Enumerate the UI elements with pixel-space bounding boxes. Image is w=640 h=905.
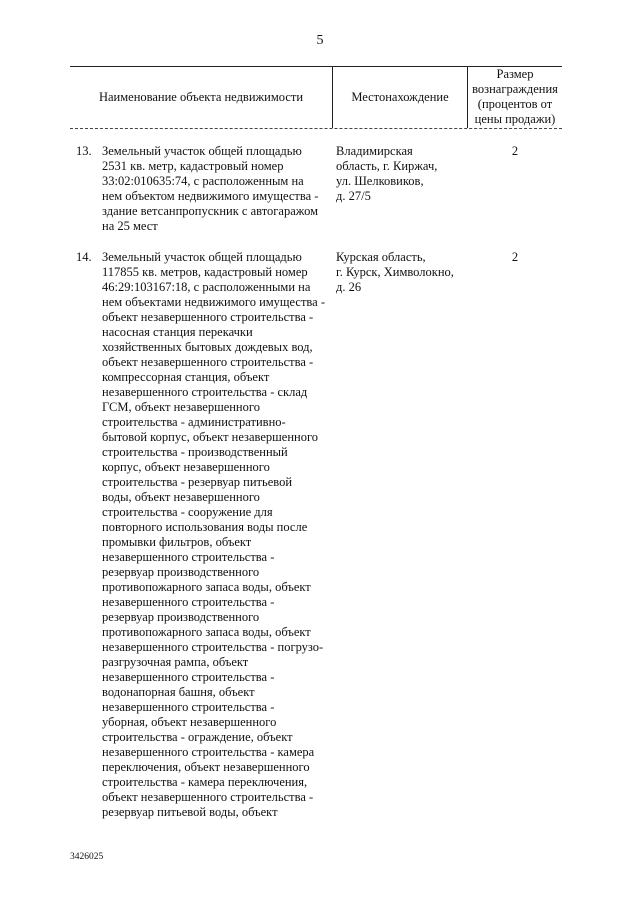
table-header-rule [70,128,562,129]
page-number: 5 [316,33,324,48]
document-code: 3426025 [70,852,104,862]
property-location: Курская область, г. Курск, Химволокно, д. 26 [336,250,454,294]
header-location: Местонахождение [351,89,449,104]
property-name: Земельный участок общей площадью 2531 кв. метр, кадастровый номер 33:02:010635:74, с расположенным на нем объектом недвижимого имущества - здание ветсанпропускник с автогаражом на 25 мест [102,144,319,233]
property-location: Владимирская область, г. Киржач, ул. Шелковиков, д. 27/5 [336,144,438,203]
property-name: Земельный участок общей площадью 117855 кв. метров, кадастровый номер 46:29:103167:18, с расположенными на нем объектами недвижимого имущества - объект незавершенного строительства - насосная станция перекачки хозяйственных бытовых дождевых вод, объект незавершенного строительства - компрессорная станция, объект незавершенного строительства - склад ГСМ, объект незавершенного строительства - административно- бытовой корпус, объект незавершенного строительства - производственный корпус, объект незавершенного строительства - резервуар питьевой воды, объект незавершенного строительства - сооружение для повторного использования воды после промывки фильтров, объект незавершенного строительства - резервуар производственного противопожарного запаса воды, объект незавершенного строительства - резервуар производственного противопожарного запаса воды, объект незавершенного строительства - погрузо- разгрузочная рампа, объект незавершенного строительства - водонапорная башня, объект незавершенного строительства - уборная, объект незавершенного строительства - ограждение, объект незавершенного строительства - камера переключения, объект незавершенного строительства - камера переключения, объект незавершенного строительства - резервуар питьевой воды, объект [102,250,325,819]
row-number: 14. [76,250,92,264]
header-reward: Размер вознаграждения (процентов от цены продажи) [472,67,558,126]
reward-percent: 2 [511,144,519,158]
reward-percent: 2 [511,250,519,264]
header-name: Наименование объекта недвижимости [98,89,304,104]
row-number: 13. [76,144,92,158]
